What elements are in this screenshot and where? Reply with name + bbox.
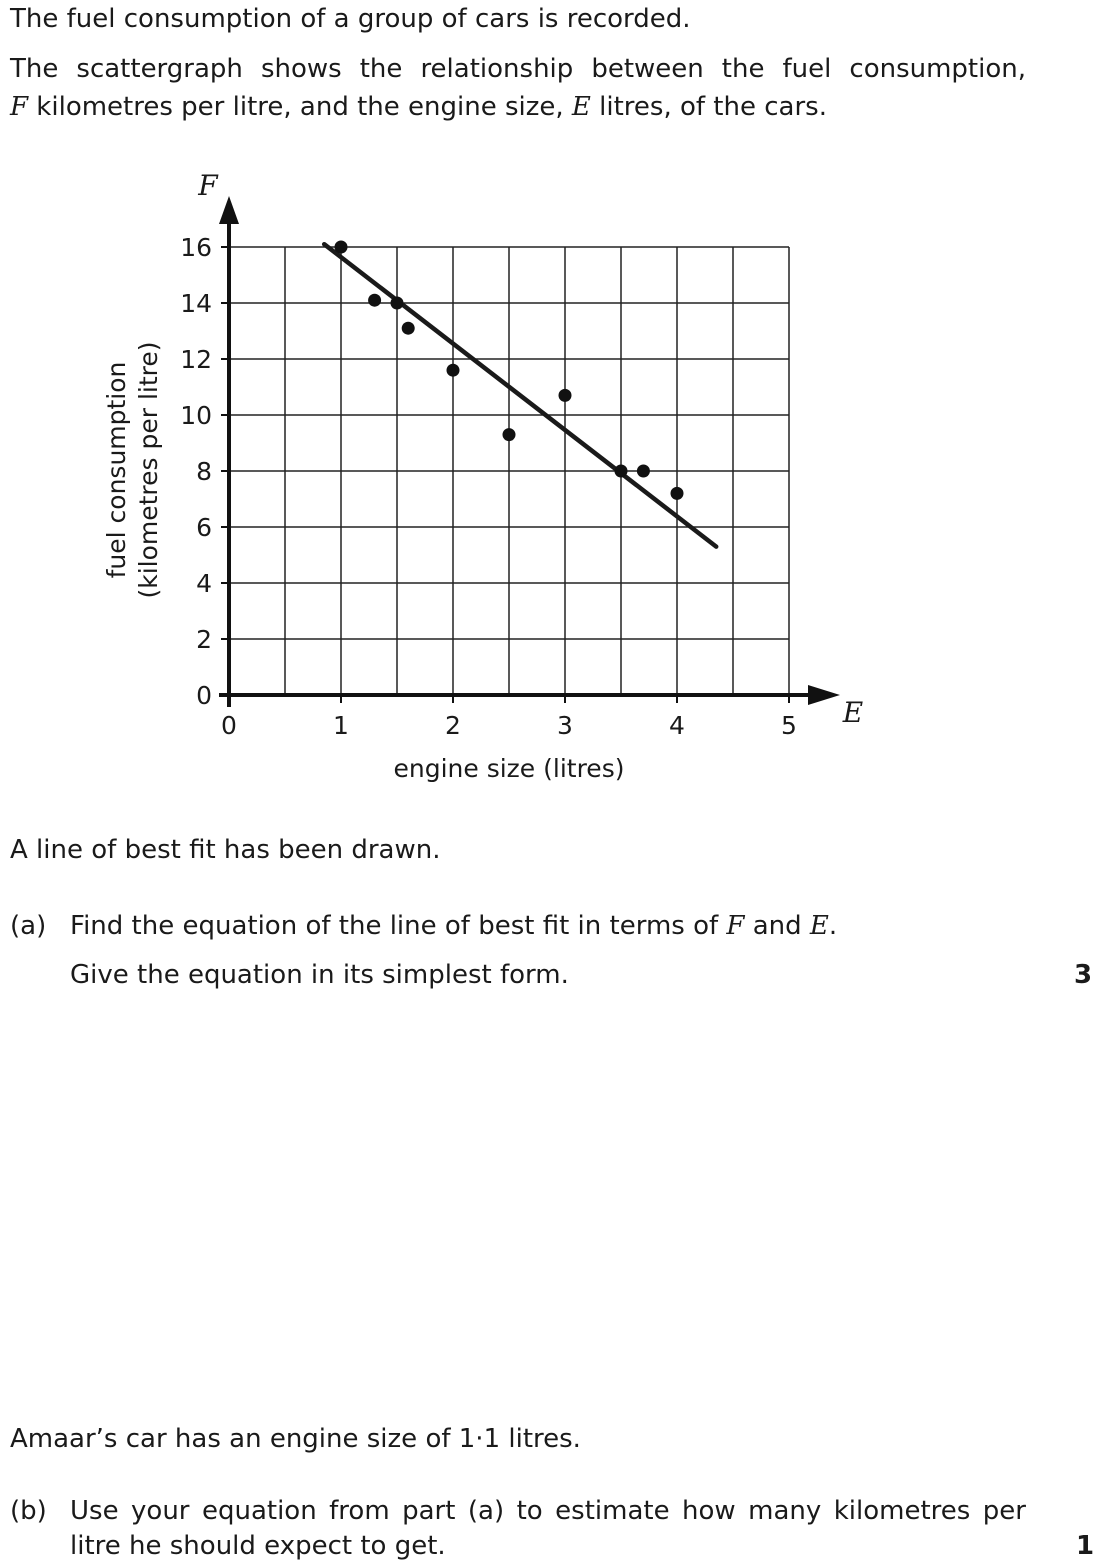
x-tick-label: 0 [221,711,237,740]
data-point [637,465,650,478]
part-a-label: (a) [10,911,47,941]
intro-line-3-part-a: kilometres per litre, and the engine size, [28,92,572,122]
variable-f: F [10,92,29,122]
y-tick-label: 4 [196,569,212,598]
chart-grid [229,247,789,695]
data-point [615,465,628,478]
part-a-marks: 3 [1074,960,1093,990]
part-a-text-b: and [744,911,810,941]
data-point [391,297,404,310]
data-point [335,241,348,254]
part-a-line-2: Give the equation in its simplest form. [70,960,569,990]
y-tick-label: 0 [196,681,212,710]
x-axis-arrow [808,685,840,705]
data-point [671,487,684,500]
y-tick-label: 2 [196,625,212,654]
x-tick-label: 2 [445,711,461,740]
data-point [402,322,415,335]
part-a-text-c: . [828,911,838,941]
y-axis-symbol: F [198,169,218,202]
y-axis-arrow [219,196,239,224]
x-tick-label: 5 [781,711,797,740]
variable-e: E [571,92,591,122]
data-point [559,389,572,402]
part-b-line-1: Use your equation from part (a) to estimate how many kilometres per [70,1496,1026,1526]
y-tick-label: 8 [196,457,212,486]
y-axis-label-line-1: fuel consumption [102,361,131,579]
y-tick-label: 14 [180,289,212,318]
x-tick-label: 3 [557,711,573,740]
x-tick-label: 4 [669,711,685,740]
part-a-text-a: Find the equation of the line of best fit in terms of [70,911,727,941]
chart-ticks [180,233,797,740]
context-b: Amaar’s car has an engine size of 1·1 litres. [10,1424,581,1454]
part-a-line-1 [70,907,837,945]
data-point [503,428,516,441]
best-fit-statement: A line of best fit has been drawn. [10,835,441,865]
part-b-line-2: litre he should expect to get. [70,1531,446,1561]
y-axis-label-line-2: (kilometres per litre) [134,341,163,599]
variable-e: E [809,911,829,941]
line-of-best-fit [324,244,716,546]
x-axis-symbol: E [842,696,864,729]
variable-f: F [726,911,745,941]
data-point [368,294,381,307]
x-axis-label: engine size (litres) [393,754,625,783]
y-tick-label: 10 [180,401,212,430]
y-tick-label: 12 [180,345,212,374]
x-tick-label: 1 [333,711,349,740]
y-tick-label: 6 [196,513,212,542]
part-b-marks: 1 [1076,1531,1095,1561]
chart-axes [219,196,840,707]
intro-line-2: The scattergraph shows the relationship between the fuel consumption, [10,54,1026,84]
intro-line-3-part-b: litres, of the cars. [590,92,827,122]
data-point [447,364,460,377]
part-b-label: (b) [10,1496,47,1526]
intro-line-1: The fuel consumption of a group of cars is recorded. [10,4,691,34]
y-tick-label: 16 [180,233,212,262]
